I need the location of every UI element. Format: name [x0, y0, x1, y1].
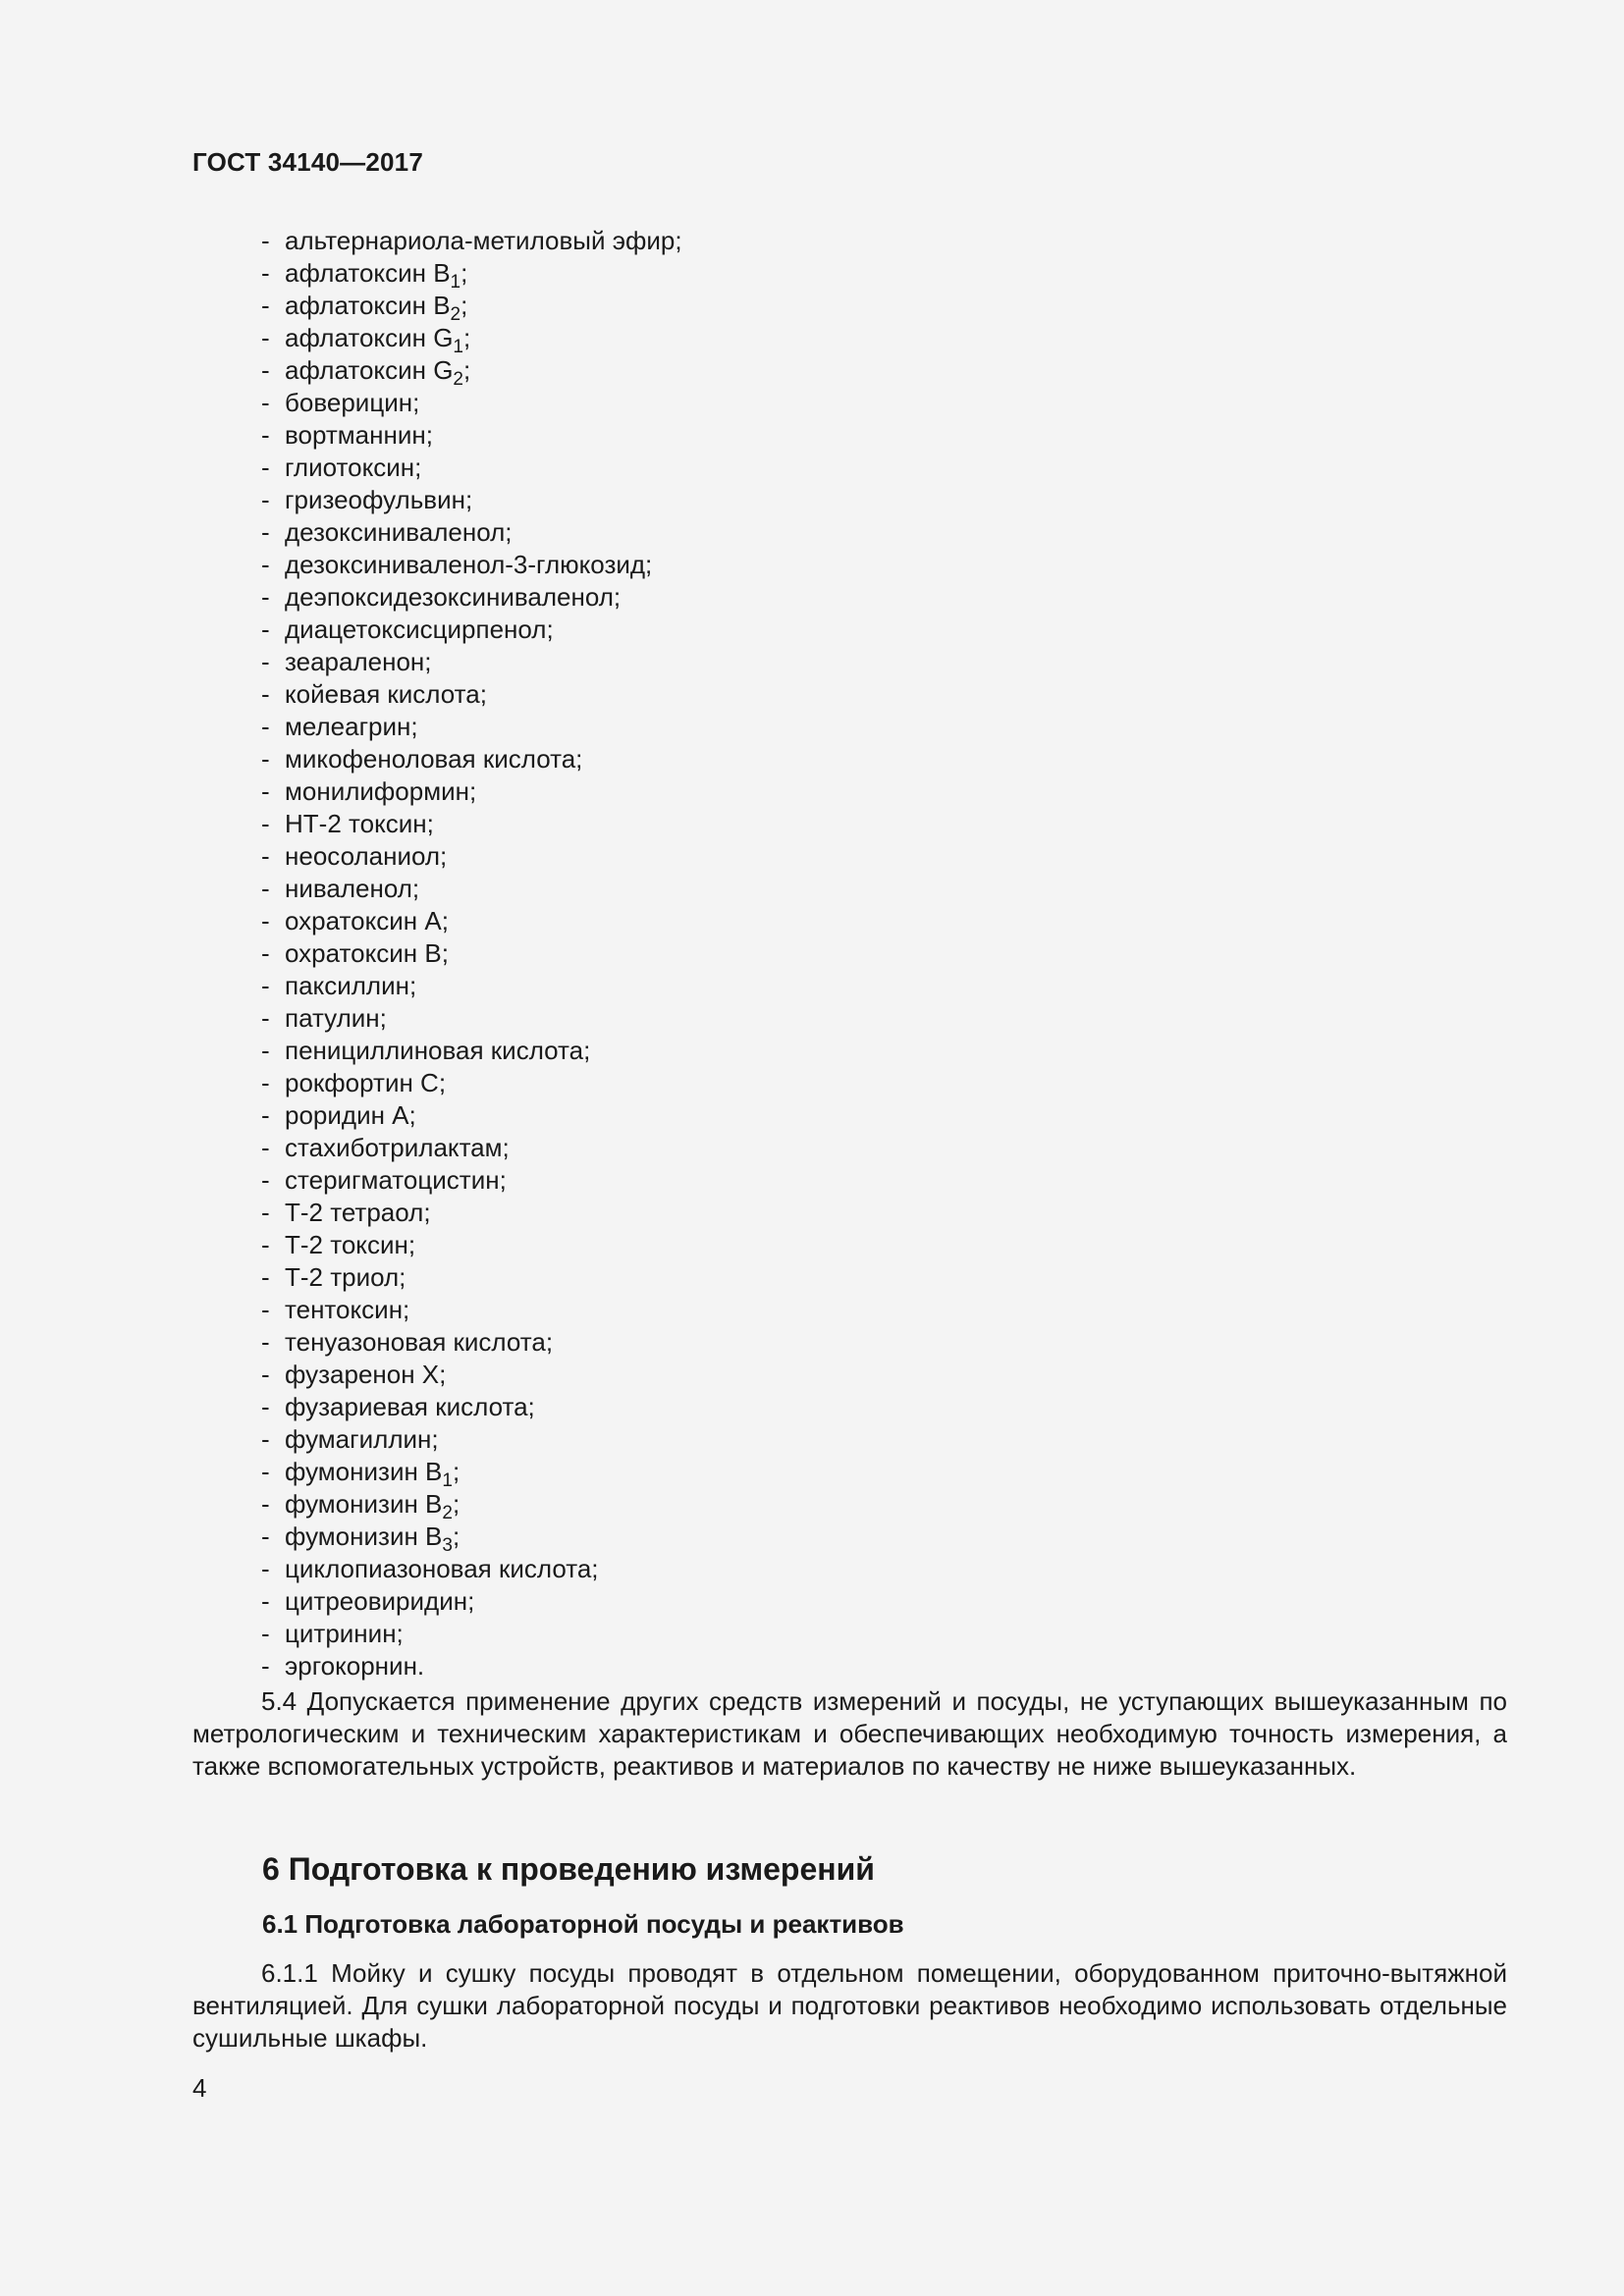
list-dash: -: [261, 388, 270, 417]
list-item-text: дезоксиниваленол-3-глюкозид;: [285, 550, 653, 579]
list-dash: -: [261, 906, 270, 935]
list-item-text: тенуазоновая кислота;: [285, 1327, 554, 1357]
list-item-text: фумонизин B: [285, 1457, 443, 1486]
list-item-punctuation: ;: [452, 1489, 460, 1519]
list-dash: -: [261, 1360, 270, 1389]
list-item-text: пенициллиновая кислота;: [285, 1036, 591, 1065]
list-item: [261, 1456, 682, 1491]
list-item-subscript: 2: [450, 304, 461, 325]
list-item: [261, 1359, 682, 1391]
list-item: [261, 354, 682, 390]
list-dash: -: [261, 1262, 270, 1292]
list-item: [261, 1067, 682, 1099]
list-item-text: гризеофульвин;: [285, 485, 473, 514]
list-item: [261, 1618, 682, 1650]
list-item-text: патулин;: [285, 1003, 387, 1033]
list-dash: -: [261, 1619, 270, 1648]
list-item-text: Т-2 тетраол;: [285, 1198, 431, 1227]
list-item: [261, 452, 682, 484]
list-item: [261, 937, 682, 970]
list-item-text: мелеагрин;: [285, 712, 418, 741]
list-item-punctuation: ;: [460, 291, 468, 320]
list-dash: -: [261, 1489, 270, 1519]
list-dash: -: [261, 291, 270, 320]
list-item: [261, 1391, 682, 1423]
list-dash: -: [261, 1100, 270, 1130]
list-item: [261, 1326, 682, 1359]
list-item: [261, 775, 682, 808]
list-item: [261, 322, 682, 357]
list-dash: -: [261, 355, 270, 385]
list-item: [261, 1521, 682, 1556]
paragraph-5-4-text: 5.4 Допускается применение других средств измерений и посуды, не уступающих вышеуказанным по метрологическим и техническим характеристикам и обеспечивающих необходимую точность измерения, а также вспомогательных устройств, реактивов и материалов по качеству не ниже вышеуказанных.: [192, 1686, 1507, 1781]
list-dash: -: [261, 1295, 270, 1324]
list-item-text: эргокорнин.: [285, 1651, 425, 1681]
list-dash: -: [261, 1068, 270, 1097]
list-item: [261, 1585, 682, 1618]
list-item: [261, 808, 682, 840]
list-item: [261, 1035, 682, 1067]
list-dash: -: [261, 1392, 270, 1421]
list-dash: -: [261, 226, 270, 255]
list-item-text: фузаренон Х;: [285, 1360, 447, 1389]
list-dash: -: [261, 841, 270, 871]
list-item: [261, 549, 682, 581]
list-item-punctuation: ;: [452, 1522, 460, 1551]
list-item-text: деэпоксидезоксиниваленол;: [285, 582, 622, 612]
list-item-text: фузариевая кислота;: [285, 1392, 535, 1421]
list-item-text: ниваленол;: [285, 874, 420, 903]
list-item-text: койевая кислота;: [285, 679, 487, 709]
list-item: [261, 614, 682, 646]
list-item: [261, 743, 682, 775]
list-dash: -: [261, 420, 270, 450]
list-item-subscript: 2: [442, 1503, 453, 1523]
list-item-subscript: 2: [453, 369, 463, 390]
list-item: [261, 1261, 682, 1294]
list-item: [261, 970, 682, 1002]
list-item-text: стеригматоцистин;: [285, 1165, 507, 1195]
list-dash: -: [261, 1327, 270, 1357]
list-item-text: рокфортин С;: [285, 1068, 447, 1097]
paragraph-6-1-1-text: 6.1.1 Мойку и сушку посуды проводят в отдельном помещении, оборудованном приточно-вытяжной вентиляцией. Для сушки лабораторной посуды и подготовки реактивов необходимо использовать отдельные сушильные шкафы.: [192, 1958, 1507, 2053]
list-dash: -: [261, 647, 270, 676]
list-item: [261, 419, 682, 452]
list-item: [261, 1423, 682, 1456]
list-item-text: Т-2 триол;: [285, 1262, 406, 1292]
list-item-text: диацетоксисцирпенол;: [285, 614, 554, 644]
list-item-text: афлатоксин G: [285, 323, 454, 352]
list-item-punctuation: ;: [463, 323, 471, 352]
list-item-text: паксиллин;: [285, 971, 417, 1000]
list-item-text: вортманнин;: [285, 420, 433, 450]
list-item-text: цитреовиридин;: [285, 1586, 475, 1616]
list-dash: -: [261, 614, 270, 644]
list-item: [261, 1488, 682, 1521]
list-item-punctuation: ;: [463, 355, 471, 385]
list-item: [261, 290, 682, 325]
list-item: [261, 516, 682, 549]
list-dash: -: [261, 1586, 270, 1616]
list-dash: -: [261, 1003, 270, 1033]
list-dash: -: [261, 1036, 270, 1065]
page-number: 4: [192, 2073, 207, 2103]
list-item-punctuation: ;: [460, 258, 468, 288]
list-dash: -: [261, 453, 270, 482]
list-dash: -: [261, 1424, 270, 1454]
list-item-text: тентоксин;: [285, 1295, 410, 1324]
list-item: [261, 1132, 682, 1164]
list-dash: -: [261, 971, 270, 1000]
list-dash: -: [261, 323, 270, 352]
list-item: [261, 1229, 682, 1261]
list-dash: -: [261, 550, 270, 579]
list-item: [261, 646, 682, 678]
list-dash: -: [261, 1554, 270, 1583]
list-item: [261, 1099, 682, 1132]
subsection-6-1-title: 6.1 Подготовка лабораторной посуды и реактивов: [262, 1909, 904, 1939]
list-dash: -: [261, 679, 270, 709]
list-dash: -: [261, 712, 270, 741]
list-item-text: зеараленон;: [285, 647, 432, 676]
list-item: [261, 840, 682, 873]
list-dash: -: [261, 744, 270, 774]
list-item: [261, 484, 682, 516]
list-item-text: роридин А;: [285, 1100, 416, 1130]
list-item-text: глиотоксин;: [285, 453, 422, 482]
mycotoxin-list: [261, 225, 682, 1682]
list-item-text: циклопиазоновая кислота;: [285, 1554, 599, 1583]
list-dash: -: [261, 938, 270, 968]
list-item: [261, 387, 682, 419]
list-item: [261, 711, 682, 743]
list-item: [261, 873, 682, 905]
list-item-text: Т-2 токсин;: [285, 1230, 416, 1259]
list-item-subscript: 1: [450, 272, 461, 293]
list-item: [261, 1553, 682, 1585]
list-item-text: афлатоксин B: [285, 258, 451, 288]
list-item-text: фумонизин B: [285, 1522, 443, 1551]
section-6-title: 6 Подготовка к проведению измерений: [262, 1851, 875, 1887]
list-item-text: боверицин;: [285, 388, 420, 417]
document-header: ГОСТ 34140—2017: [192, 147, 423, 177]
list-item-text: афлатоксин B: [285, 291, 451, 320]
list-item-punctuation: ;: [452, 1457, 460, 1486]
list-item-text: альтернариола-метиловый эфир;: [285, 226, 682, 255]
list-item: [261, 1650, 682, 1682]
list-dash: -: [261, 1651, 270, 1681]
paragraph-5-4: [192, 1685, 1507, 1783]
list-item-text: стахиботрилактам;: [285, 1133, 510, 1162]
list-item-subscript: 1: [453, 337, 463, 357]
list-dash: -: [261, 1522, 270, 1551]
list-item: [261, 581, 682, 614]
list-dash: -: [261, 517, 270, 547]
list-item-text: монилиформин;: [285, 776, 477, 806]
list-dash: -: [261, 776, 270, 806]
list-dash: -: [261, 874, 270, 903]
list-item-text: охратоксин А;: [285, 906, 449, 935]
list-dash: -: [261, 485, 270, 514]
list-item-text: микофеноловая кислота;: [285, 744, 583, 774]
list-item: [261, 678, 682, 711]
list-item-subscript: 1: [442, 1470, 453, 1491]
list-item: [261, 225, 682, 257]
list-item-subscript: 3: [442, 1535, 453, 1556]
list-item: [261, 1197, 682, 1229]
list-dash: -: [261, 258, 270, 288]
list-item-text: афлатоксин G: [285, 355, 454, 385]
list-dash: -: [261, 1457, 270, 1486]
list-dash: -: [261, 809, 270, 838]
list-dash: -: [261, 1133, 270, 1162]
list-dash: -: [261, 1198, 270, 1227]
paragraph-6-1-1: [192, 1957, 1507, 2055]
list-item-text: неосоланиол;: [285, 841, 448, 871]
list-dash: -: [261, 1165, 270, 1195]
list-item: [261, 1002, 682, 1035]
list-item: [261, 905, 682, 937]
list-dash: -: [261, 582, 270, 612]
list-item-text: охратоксин В;: [285, 938, 449, 968]
list-dash: -: [261, 1230, 270, 1259]
list-item-text: дезоксиниваленол;: [285, 517, 513, 547]
list-item-text: фумагиллин;: [285, 1424, 439, 1454]
list-item-text: цитринин;: [285, 1619, 404, 1648]
list-item-text: фумонизин B: [285, 1489, 443, 1519]
list-item-text: НТ-2 токсин;: [285, 809, 434, 838]
list-item: [261, 257, 682, 293]
list-item: [261, 1164, 682, 1197]
list-item: [261, 1294, 682, 1326]
